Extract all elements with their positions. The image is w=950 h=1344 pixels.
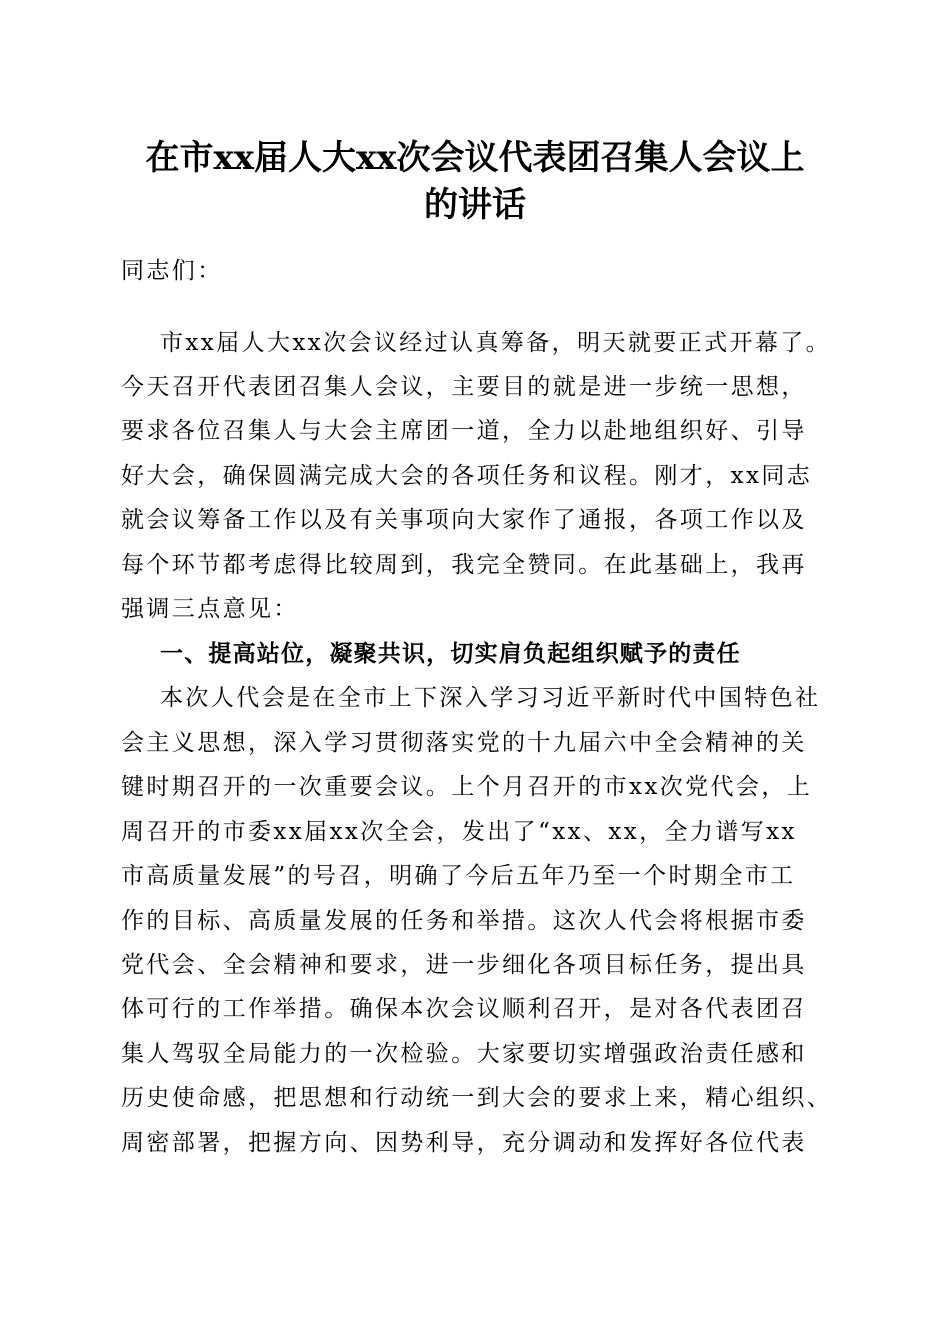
paragraph-1-line: 每个环节都考虑得比较周到，我完全赞同。在此基础上，我再 (121, 552, 807, 578)
paragraph-1-line: 就会议筹备工作以及有关事项向大家作了通报，各项工作以及 (121, 507, 807, 533)
document-title-line-1: 在市xx届人大xx次会议代表团召集人会议上 (145, 138, 805, 178)
section-1-heading: 一、提高站位，凝聚共识，切实肩负起组织赋予的责任 (160, 641, 741, 667)
paragraph-1-line: 好大会，确保圆满完成大会的各项任务和议程。刚才，xx同志 (121, 463, 813, 489)
paragraph-2-line: 党代会、全会精神和要求，进一步细化各项目标任务，提出具 (121, 952, 807, 978)
paragraph-2-line: 集人驾驭全局能力的一次检验。大家要切实增强政治责任感和 (121, 1041, 807, 1067)
paragraph-2-line: 历史使命感，把思想和行动统一到大会的要求上来，精心组织、 (121, 1085, 833, 1111)
paragraph-1-line: 今天召开代表团召集人会议，主要目的就是进一步统一思想， (121, 374, 807, 400)
paragraph-2-line: 周密部署，把握方向、因势利导，充分调动和发挥好各位代表 (121, 1130, 807, 1156)
paragraph-1-line: 市xx届人大xx次会议经过认真筹备，明天就要正式开幕了。 (160, 330, 832, 356)
document-title-line-2: 的讲话 (424, 185, 526, 225)
paragraph-2-line: 作的目标、高质量发展的任务和举措。这次人代会将根据市委 (121, 908, 807, 934)
salutation: 同志们： (121, 258, 223, 284)
paragraph-1-line: 强调三点意见： (121, 596, 299, 622)
paragraph-2-line: 周召开的市委xx届xx次全会，发出了“xx、xx，全力谱写xx (121, 819, 797, 845)
paragraph-2-line: 本次人代会是在全市上下深入学习习近平新时代中国特色社 (160, 685, 821, 711)
paragraph-1-line: 要求各位召集人与大会主席团一道，全力以赴地组织好、引导 (121, 418, 807, 444)
paragraph-2-line: 键时期召开的一次重要会议。上个月召开的市xx次党代会，上 (121, 774, 813, 800)
paragraph-2-line: 市高质量发展”的号召，明确了今后五年乃至一个时期全市工 (121, 863, 796, 889)
paragraph-2-line: 会主义思想，深入学习贯彻落实党的十九届六中全会精神的关 (121, 730, 807, 756)
paragraph-2-line: 体可行的工作举措。确保本次会议顺利召开，是对各代表团召 (121, 996, 807, 1022)
